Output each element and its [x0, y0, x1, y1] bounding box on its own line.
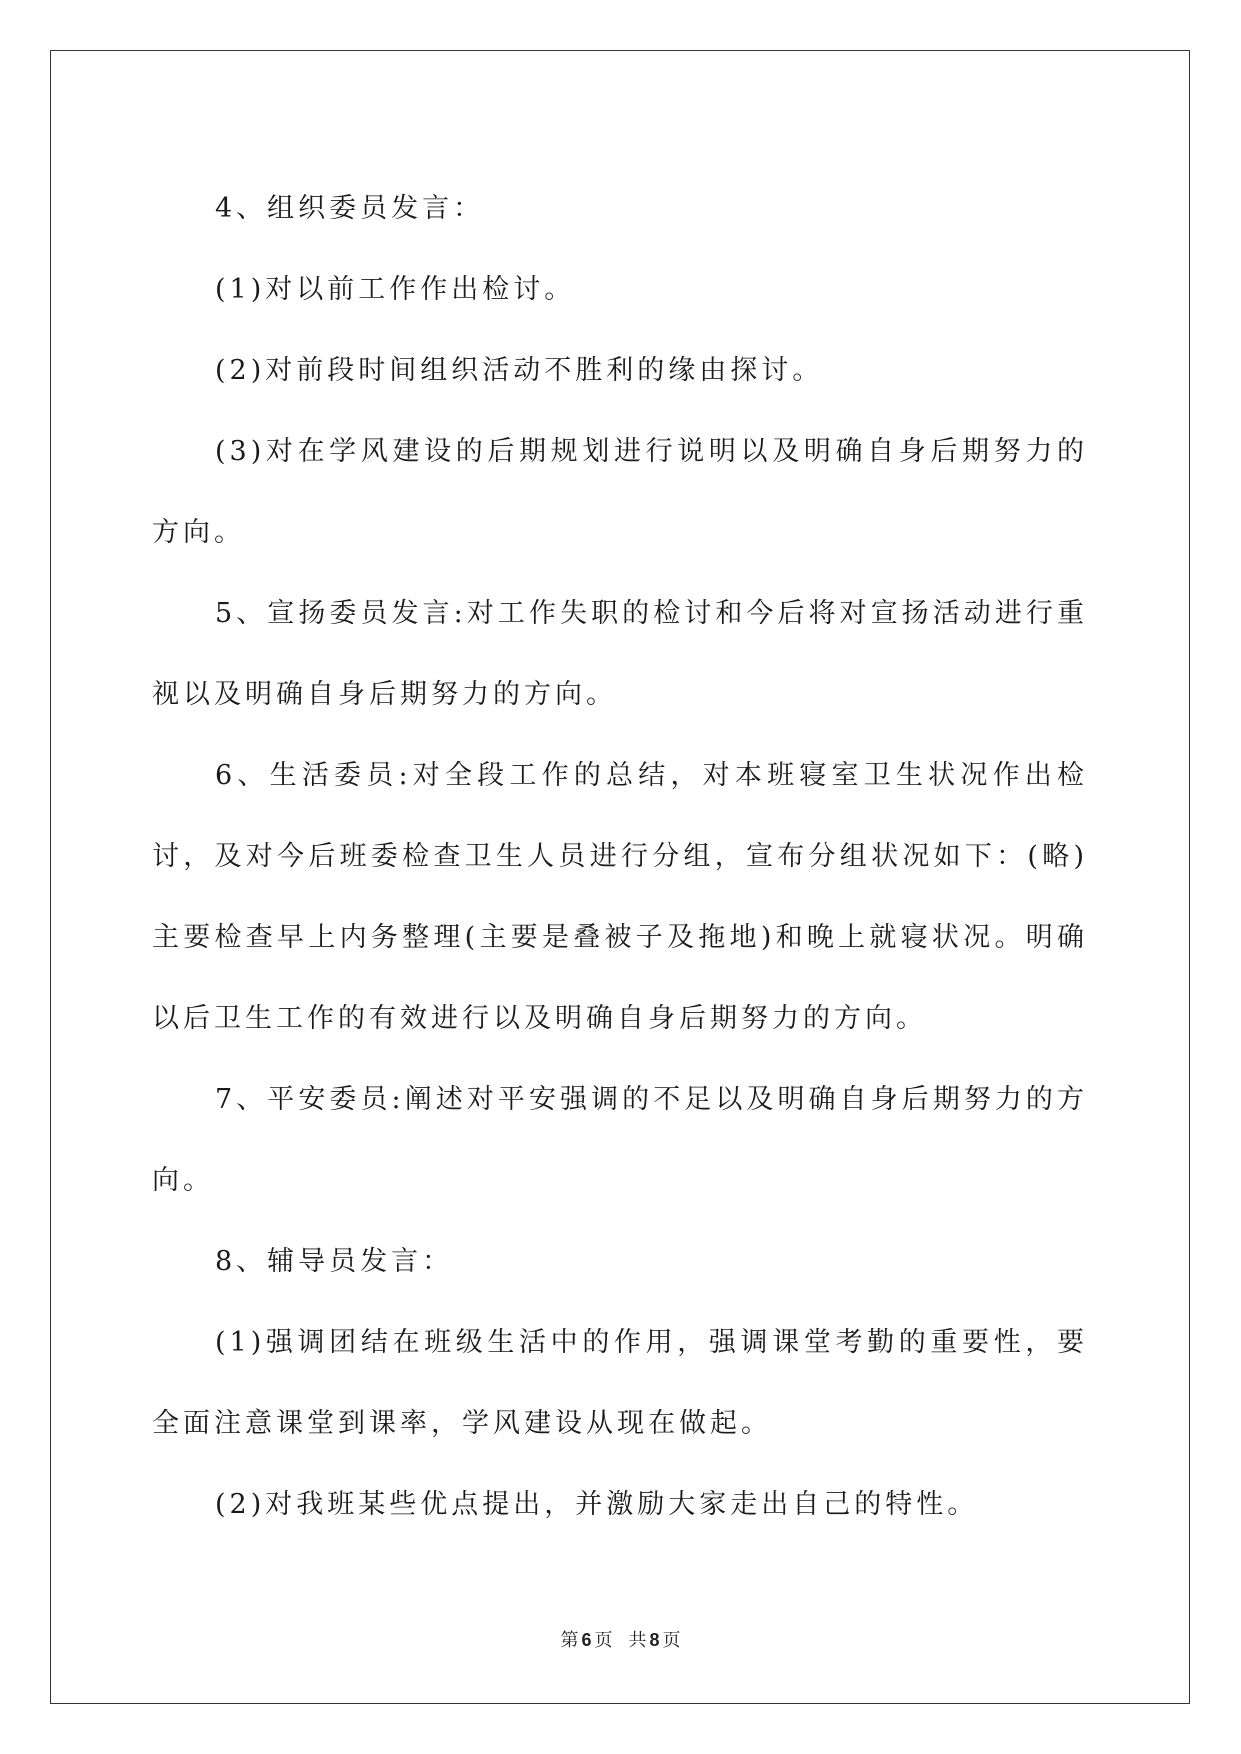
paragraph-item-8-2: (2)对我班某些优点提出，并激励大家走出自己的特性。 — [215, 1489, 979, 1520]
total-pages-number: 8 — [649, 1630, 660, 1650]
footer-page-suffix: 页 — [594, 1630, 613, 1651]
paragraph-item-7: 7、平安委员:阐述对平安强调的不足以及明确自身后期努力的方向。 — [152, 1084, 1088, 1196]
paragraph-item-8-heading: 8、辅导员发言： — [215, 1246, 454, 1277]
paragraph-item-5: 5、宣扬委员发言:对工作失职的检讨和今后将对宣扬活动进行重视以及明确自身后期努力的方向。 — [152, 598, 1088, 710]
footer-total-suffix: 页 — [662, 1630, 681, 1651]
paragraph-item-4-3: (3)对在学风建设的后期规划进行说明以及明确自身后期努力的方向。 — [152, 436, 1088, 548]
document-body — [152, 168, 1088, 1545]
footer-prefix: 第 — [560, 1630, 579, 1651]
paragraph-item-8-1: (1)强调团结在班级生活中的作用，强调课堂考勤的重要性，要全面注意课堂到课率，学风建设从现在做起。 — [152, 1327, 1088, 1439]
paragraph-item-4-2: (2)对前段时间组织活动不胜利的缘由探讨。 — [215, 355, 824, 386]
paragraph-item-6: 6、生活委员:对全段工作的总结，对本班寝室卫生状况作出检讨，及对今后班委检查卫生人员进行分组，宣布分组状况如下：(略)主要检查早上内务整理(主要是叠被子及拖地)和晚上就寝状况。明确以后卫生工作的有效进行以及明确自身后期努力的方向。 — [152, 760, 1088, 1034]
paragraph-item-4-heading: 4、组织委员发言： — [215, 193, 485, 224]
current-page-number: 6 — [581, 1630, 592, 1650]
page-footer — [0, 1628, 1241, 1653]
footer-total-prefix: 共 — [628, 1630, 647, 1651]
paragraph-item-4-1: (1)对以前工作作出检讨。 — [215, 274, 576, 305]
